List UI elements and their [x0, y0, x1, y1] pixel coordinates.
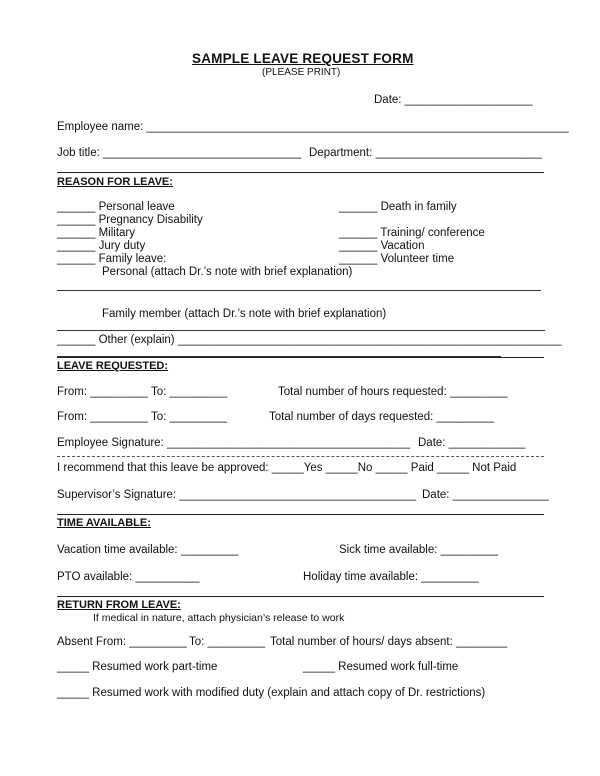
absent-from-field[interactable]: Absent From: _________ [57, 636, 187, 648]
training-option[interactable]: ______ Training/ conference [339, 227, 485, 239]
jury-duty-option[interactable]: ______ Jury duty [57, 240, 146, 252]
other-option[interactable]: ______ Other (explain) ____________________________________________________________ [57, 334, 562, 346]
death-in-family-option[interactable]: ______ Death in family [339, 201, 457, 213]
family-member-note: Family member (attach Dr.’s note with brief explanation) [102, 308, 387, 320]
family-explanation-line[interactable] [57, 330, 545, 331]
full-time-option[interactable]: _____ Resumed work full-time [303, 661, 459, 673]
personal-leave-option[interactable]: ______ Personal leave [57, 201, 175, 213]
department-field[interactable]: Department: __________________________ [309, 147, 542, 159]
sick-time-field[interactable]: Sick time available: _________ [339, 544, 499, 556]
dashed-divider [57, 456, 544, 457]
section-divider-leave [57, 357, 544, 358]
employee-signature-field[interactable]: Employee Signature: ______________________________________ [57, 437, 410, 449]
leave-requested-heading: LEAVE REQUESTED: [57, 360, 169, 372]
holiday-time-field[interactable]: Holiday time available: _________ [303, 571, 479, 583]
from-field-1[interactable]: From: _________ [57, 386, 148, 398]
employee-signature-date[interactable]: Date: ____________ [418, 437, 526, 449]
supervisor-signature-field[interactable]: Supervisor’s Signature: _____________________________________ [57, 489, 416, 501]
total-hours-days-field[interactable]: Total number of hours/ days absent: ________ [270, 636, 508, 648]
personal-note: Personal (attach Dr.’s note with brief explanation) [102, 266, 353, 278]
time-available-heading: TIME AVAILABLE: [57, 517, 151, 529]
pto-field[interactable]: PTO available: __________ [57, 571, 200, 583]
hours-requested-field[interactable]: Total number of hours requested: _________ [278, 386, 508, 398]
military-option[interactable]: ______ Military [57, 227, 135, 239]
reason-heading: REASON FOR LEAVE: [57, 176, 173, 188]
section-divider-reason [57, 172, 544, 173]
from-field-2[interactable]: From: _________ [57, 411, 148, 423]
family-leave-option[interactable]: ______ Family leave: [57, 253, 167, 265]
pregnancy-option[interactable]: ______ Pregnancy Disability [57, 214, 203, 226]
employee-name-field[interactable]: Employee name: __________________________________________________________________ [57, 121, 569, 133]
to-field-2[interactable]: To: _________ [151, 411, 228, 423]
personal-explanation-line[interactable] [57, 290, 541, 291]
volunteer-option[interactable]: ______ Volunteer time [339, 253, 455, 265]
vacation-option[interactable]: ______ Vacation [339, 240, 425, 252]
date-field[interactable]: Date: ____________________ [374, 94, 533, 106]
modified-duty-option[interactable]: _____ Resumed work with modified duty (explain and attach copy of Dr. restrictions) [57, 687, 486, 699]
days-requested-field[interactable]: Total number of days requested: _________ [269, 411, 495, 423]
section-divider-return [57, 596, 544, 597]
form-subtitle: (PLEASE PRINT) [262, 67, 341, 78]
medical-note: If medical in nature, attach physician’s release to work [93, 612, 345, 624]
supervisor-signature-date[interactable]: Date: _______________ [422, 489, 549, 501]
vacation-time-field[interactable]: Vacation time available: _________ [57, 544, 239, 556]
to-field-1[interactable]: To: _________ [151, 386, 228, 398]
part-time-option[interactable]: _____ Resumed work part-time [57, 661, 218, 673]
absent-to-field[interactable]: To: _________ [189, 636, 266, 648]
recommend-approval-line[interactable]: I recommend that this leave be approved: _____Yes _____No _____ Paid _____ Not Paid [57, 462, 517, 474]
section-divider-time [57, 514, 544, 515]
job-title-field[interactable]: Job title: _______________________________ [57, 147, 302, 159]
form-title: SAMPLE LEAVE REQUEST FORM [192, 51, 414, 66]
return-heading: RETURN FROM LEAVE: [57, 599, 181, 611]
